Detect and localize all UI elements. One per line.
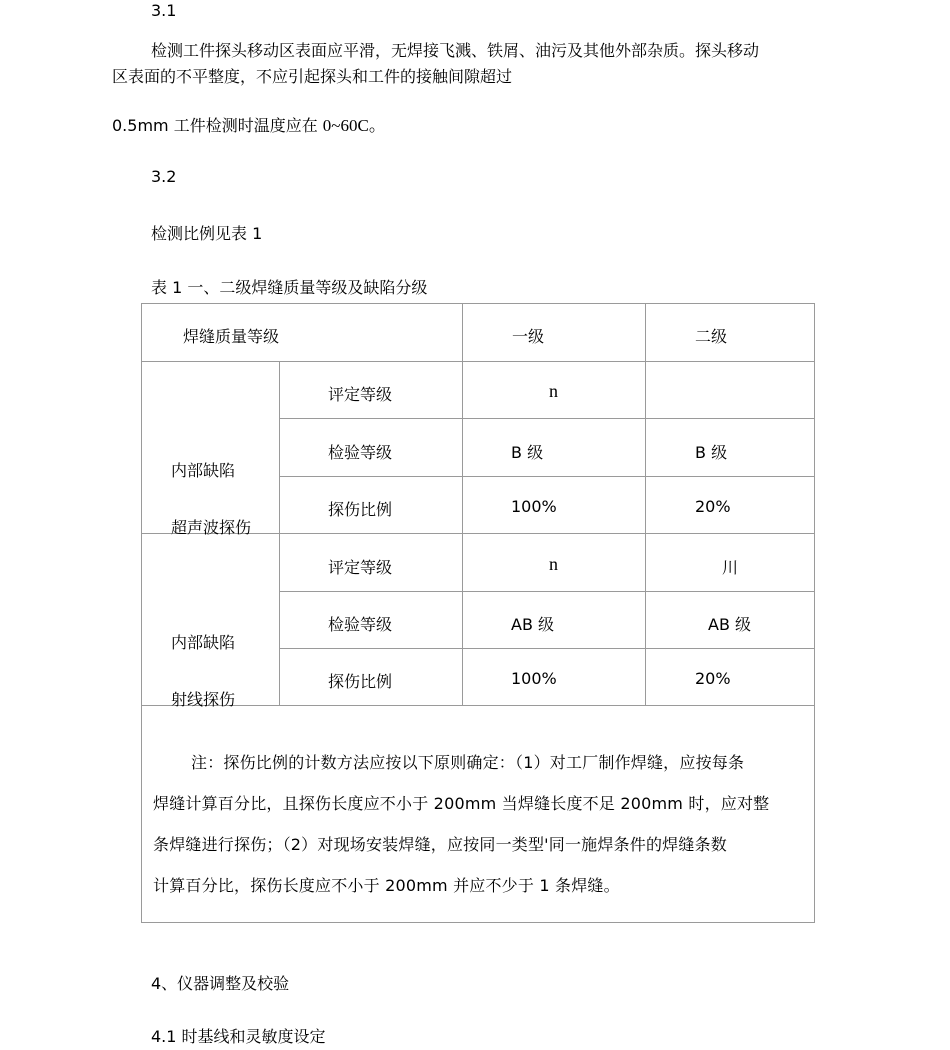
row-grade1: 100% (511, 669, 557, 688)
row-grade1: 100% (511, 497, 557, 516)
quality-grade-table (141, 303, 815, 923)
section-3-2-number: 3.2 (151, 167, 177, 186)
row-grade2: 20% (695, 497, 731, 516)
header-grade2: 二级 (695, 327, 728, 346)
note-line1: 注：探伤比例的计数方法应按以下原则确定：（1）对工厂制作焊缝，应按每条 (191, 753, 745, 772)
group-label-line1: 内部缺陷 (171, 633, 236, 652)
table-border-bottom (141, 922, 815, 923)
section-3-1-line3 (112, 111, 386, 136)
table-rule (279, 648, 815, 649)
group-label-line1: 内部缺陷 (171, 461, 236, 480)
group-label-line2: 射线探伤 (171, 690, 236, 709)
section-3-1-number: 3.1 (151, 1, 177, 20)
row-grade1: AB 级 (511, 615, 555, 634)
table-caption: 表 1 一、二级焊缝质量等级及缺陷分级 (151, 278, 428, 297)
table-rule (279, 418, 815, 419)
section-4-heading: 4、仪器调整及校验 (151, 974, 290, 993)
row-item: 检验等级 (328, 615, 393, 634)
row-grade1: n (549, 554, 558, 574)
row-grade1: B 级 (511, 443, 544, 462)
group-label-line2: 超声波探伤 (171, 518, 252, 537)
table-rule (645, 303, 646, 706)
row-grade2: 20% (695, 669, 731, 688)
note-line4: 计算百分比，探伤长度应不小于 200mm 并应不少于 1 条焊缝。 (153, 876, 620, 895)
section-3-1-line1: 检测工件探头移动区表面应平滑，无焊接飞溅、铁屑、油污及其他外部杂质。探头移动 (151, 41, 760, 60)
header-grade1: 一级 (512, 327, 545, 346)
row-grade2: AB 级 (708, 615, 752, 634)
row-grade1: n (549, 381, 558, 401)
table-rule (141, 361, 815, 362)
table-rule (279, 361, 280, 706)
note-line2: 焊缝计算百分比，且探伤长度应不小于 200mm 当焊缝长度不足 200mm 时，应对整 (153, 794, 770, 813)
table-rule (141, 705, 815, 706)
section-3-2-text: 检测比例见表 1 (151, 224, 263, 243)
section-4-1-heading: 4.1 时基线和灵敏度设定 (151, 1027, 326, 1046)
row-grade2: B 级 (695, 443, 728, 462)
table-border-left (141, 303, 142, 923)
row-grade2: 川 (722, 558, 739, 577)
table-border-right (814, 303, 815, 923)
row-item: 探伤比例 (328, 500, 393, 519)
row-item: 评定等级 (328, 385, 393, 404)
section-3-1-line3-part2: 0~60C。 (322, 116, 386, 135)
row-item: 探伤比例 (328, 672, 393, 691)
section-3-1-line2: 区表面的不平整度，不应引起探头和工件的接触间隙超过 (112, 67, 513, 86)
row-item: 评定等级 (328, 558, 393, 577)
section-3-1-line3-part1: 0.5mm 工件检测时温度应在 (112, 116, 323, 135)
note-line3: 条焊缝进行探伤；（2）对现场安装焊缝，应按同一类型'同一施焊条件的焊缝条数 (153, 835, 727, 854)
header-quality-grade: 焊缝质量等级 (183, 327, 280, 346)
table-rule (462, 303, 463, 706)
table-rule (279, 591, 815, 592)
row-item: 检验等级 (328, 443, 393, 462)
table-border-top (141, 303, 815, 304)
table-rule (279, 476, 815, 477)
